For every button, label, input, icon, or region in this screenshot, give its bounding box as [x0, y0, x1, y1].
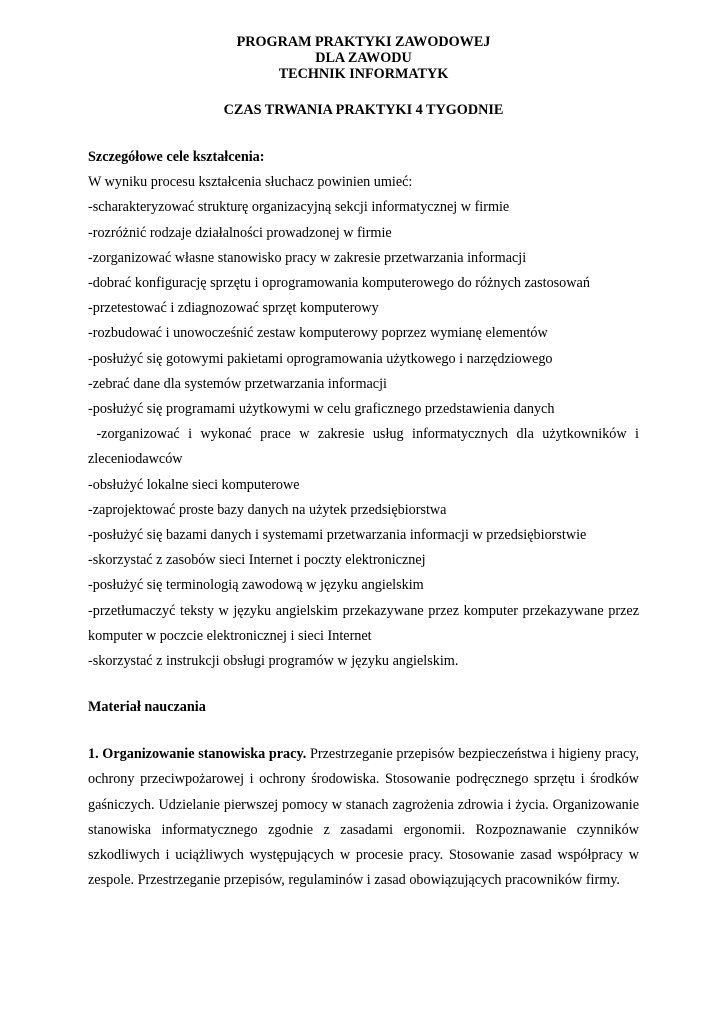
goal-item: -dobrać konfigurację sprzętu i oprogramowania komputerowego do różnych zastosowań [88, 275, 590, 292]
goal-item: -zebrać dane dla systemów przetwarzania informacji [88, 375, 387, 392]
section-1-heading: 1. Organizowanie stanowiska pracy. [88, 746, 307, 763]
goal-item: -scharakteryzować strukturę organizacyjną sekcji informatycznej w firmie [88, 199, 510, 216]
goals-section [88, 145, 643, 674]
goals-intro: W wyniku procesu kształcenia słuchacz powinien umieć: [88, 174, 413, 191]
goal-item: -posłużyć się gotowymi pakietami oprogramowania użytkowego i narzędziowego [88, 350, 553, 367]
document-page [88, 34, 643, 893]
section-1-body: Przestrzeganie przepisów bezpieczeństwa i higieny pracy, ochrony przeciwpożarowej i ochrony środowiska. Stosowanie podręcznego sprzętu i środków gaśniczych. Udzielanie pierwszej pomocy w stanach zagrożenia zdrowia i życia. Organizowanie stanowiska informatycznego zgodnie z zasadami ergonomii. Rozpoznawanie czynników szkodliwych i uciążliwych występujących w procesie pracy. Stosowanie zasad współpracy w zespole. Przestrzeganie przepisów, regulaminów i zasad obowiązujących pracowników firmy. [88, 746, 639, 889]
heading-line-3: TECHNIK INFORMATYK [278, 66, 449, 82]
goal-item: -zorganizować własne stanowisko pracy w zakresie przetwarzania informacji [88, 249, 527, 266]
material-title: Materiał nauczania [88, 699, 206, 716]
goal-item: -skorzystać z zasobów sieci Internet i poczty elektronicznej [88, 552, 426, 569]
duration-heading: CZAS TRWANIA PRAKTYKI 4 TYGODNIE [223, 102, 504, 118]
goal-item: -posłużyć się programami użytkowymi w celu graficznego przedstawienia danych [88, 401, 555, 418]
heading-line-1: PROGRAM PRAKTYKI ZAWODOWEJ [236, 34, 491, 50]
document-heading [88, 34, 639, 82]
material-section-1 [88, 742, 639, 893]
goal-item: -skorzystać z instrukcji obsługi programów w języku angielskim. [88, 653, 459, 670]
goal-item: -rozbudować i unowocześnić zestaw komputerowy poprzez wymianę elementów [88, 325, 548, 342]
goal-item: -przetłumaczyć teksty w języku angielskim przekazywane przez komputer przekazywane przez komputer w poczcie elektronicznej i sieci Internet [88, 602, 639, 644]
goal-item: -posłużyć się terminologią zawodową w języku angielskim [88, 577, 424, 594]
goal-item: -posłużyć się bazami danych i systemami przetwarzania informacji w przedsiębiorstwie [88, 527, 587, 544]
goal-item: -rozróżnić rodzaje działalności prowadzonej w firmie [88, 224, 392, 241]
goal-item: -obsłużyć lokalne sieci komputerowe [88, 476, 300, 493]
goal-item: -przetestować i zdiagnozować sprzęt komputerowy [88, 300, 379, 317]
heading-line-2: DLA ZAWODU [315, 50, 412, 66]
goal-item: -zorganizować i wykonać prace w zakresie usług informatycznych dla użytkowników i zleceniodawców [88, 426, 643, 468]
goals-title: Szczegółowe cele kształcenia: [88, 149, 265, 165]
goal-item: -zaprojektować proste bazy danych na użytek przedsiębiorstwa [88, 501, 447, 518]
